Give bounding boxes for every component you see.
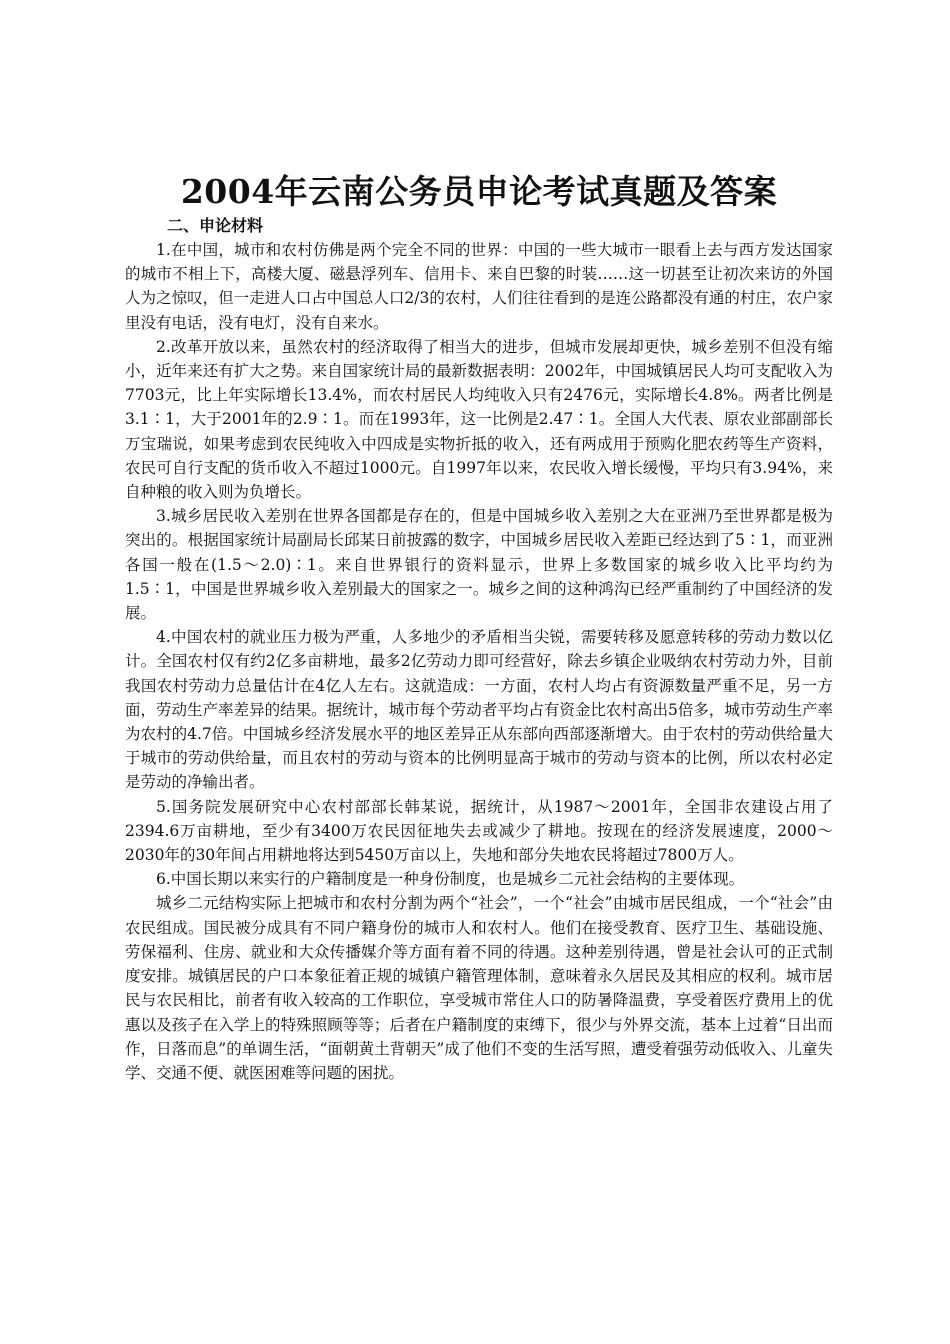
paragraph-6: 6.中国长期以来实行的户籍制度是一种身份制度，也是城乡二元社会结构的主要体现。 — [156, 870, 745, 889]
paragraph-4: 4.中国农村的就业压力极为严重，人多地少的矛盾相当尖锐，需要转移及愿意转移的劳动力数以亿计。全国农村仅有约2亿多亩耕地，最多2亿劳动力即可经营好，除去乡镇企业吸纳农村劳动力外，目前我国农村劳动力总量估计在4亿人左右。这就造成：一方面，农村人均占有资源数量严重不足，另一方面，劳动生产率差异的结果。据统计，城市每个劳动者平均占有资金比农村高出5倍多，城市劳动生产率为农村的4.7倍。中国城乡经济发展水平的地区差异正从东部向西部逐渐增大。由于农村的劳动供给量大于城市的劳动供给量，而且农村的劳动与资本的比例明显高于城市的劳动与资本的比例，所以农村必定是劳动的净输出者。 — [125, 628, 833, 792]
paragraph-5: 5.国务院发展研究中心农村部部长韩某说，据统计，从1987～2001年，全国非农建设占用了2394.6万亩耕地，至少有3400万农民因征地失去或减少了耕地。按现在的经济发展速度，2000～2030年的30年间占用耕地将达到5450万亩以上，失地和部分失地农民将超过7800万人。 — [125, 797, 833, 865]
paragraph-2: 2.改革开放以来，虽然农村的经济取得了相当大的进步，但城市发展却更快，城乡差别不但没有缩小，近年来还有扩大之势。来自国家统计局的最新数据表明：2002年，中国城镇居民人均可支配收入为7703元，比上年实际增长13.4%，而农村居民人均纯收入只有2476元，实际增长4.8%。两者比例是3.1∶1，大于2001年的2.9∶1。而在1993年，这一比例是2.47∶1。全国人大代表、原农业部副部长万宝瑞说，如果考虑到农民纯收入中四成是实物折抵的收入，还有两成用于预购化肥农药等生产资料，农民可自行支配的货币收入不超过1000元。自1997年以来，农民收入增长缓慢，平均只有3.94%，来自种粮的收入则为负增长。 — [125, 337, 833, 502]
section-heading: 二、申论材料 — [167, 216, 264, 235]
paragraph-1: 1.在中国，城市和农村仿佛是两个完全不同的世界：中国的一些大城市一眼看上去与西方发达国家的城市不相上下，高楼大厦、磁悬浮列车、信用卡、来自巴黎的时装……这一切甚至让初次来访的外国人为之惊叹，但一走进人口占中国总人口2/3的农村，人们往往看到的是连公路都没有通的村庄，农户家里没有电话，没有电灯，没有自来水。 — [125, 241, 833, 332]
paragraph-3: 3.城乡居民收入差别在世界各国都是存在的，但是中国城乡收入差别之大在亚洲乃至世界都是极为突出的。根据国家统计局副局长邱某日前披露的数字，中国城乡居民收入差距已经达到了5∶1，而亚洲各国一般在(1.5～2.0)∶1。来自世界银行的资料显示，世界上多数国家的城乡收入比平均约为1.5∶1，中国是世界城乡收入差别最大的国家之一。城乡之间的这种鸿沟已经严重制约了中国经济的发展。 — [125, 507, 833, 623]
document-title: 2004年云南公务员申论考试真题及答案 — [180, 172, 778, 211]
document-page — [125, 170, 833, 1085]
paragraph-7: 城乡二元结构实际上把城市和农村分割为两个“社会”，一个“社会”由城市居民组成，一个“社会”由农民组成。国民被分成具有不同户籍身份的城市人和农村人。他们在接受教育、医疗卫生、基础设施、劳保福利、住房、就业和大众传播媒介等方面有着不同的待遇。这种差别待遇，曾是社会认可的正式制度安排。城镇居民的户口本象征着正规的城镇户籍管理体制，意味着永久居民及其相应的权利。城市居民与农民相比，前者有收入较高的工作职位，享受城市常住人口的防暑降温费，享受着医疗费用上的优惠以及孩子在入学上的特殊照顾等等；后者在户籍制度的束缚下，很少与外界交流，基本上过着“日出而作，日落而息”的单调生活，“面朝黄土背朝天”成了他们不变的生活写照，遭受着强劳动低收入、儿童失学、交通不便、就医困难等问题的困扰。 — [125, 894, 833, 1082]
